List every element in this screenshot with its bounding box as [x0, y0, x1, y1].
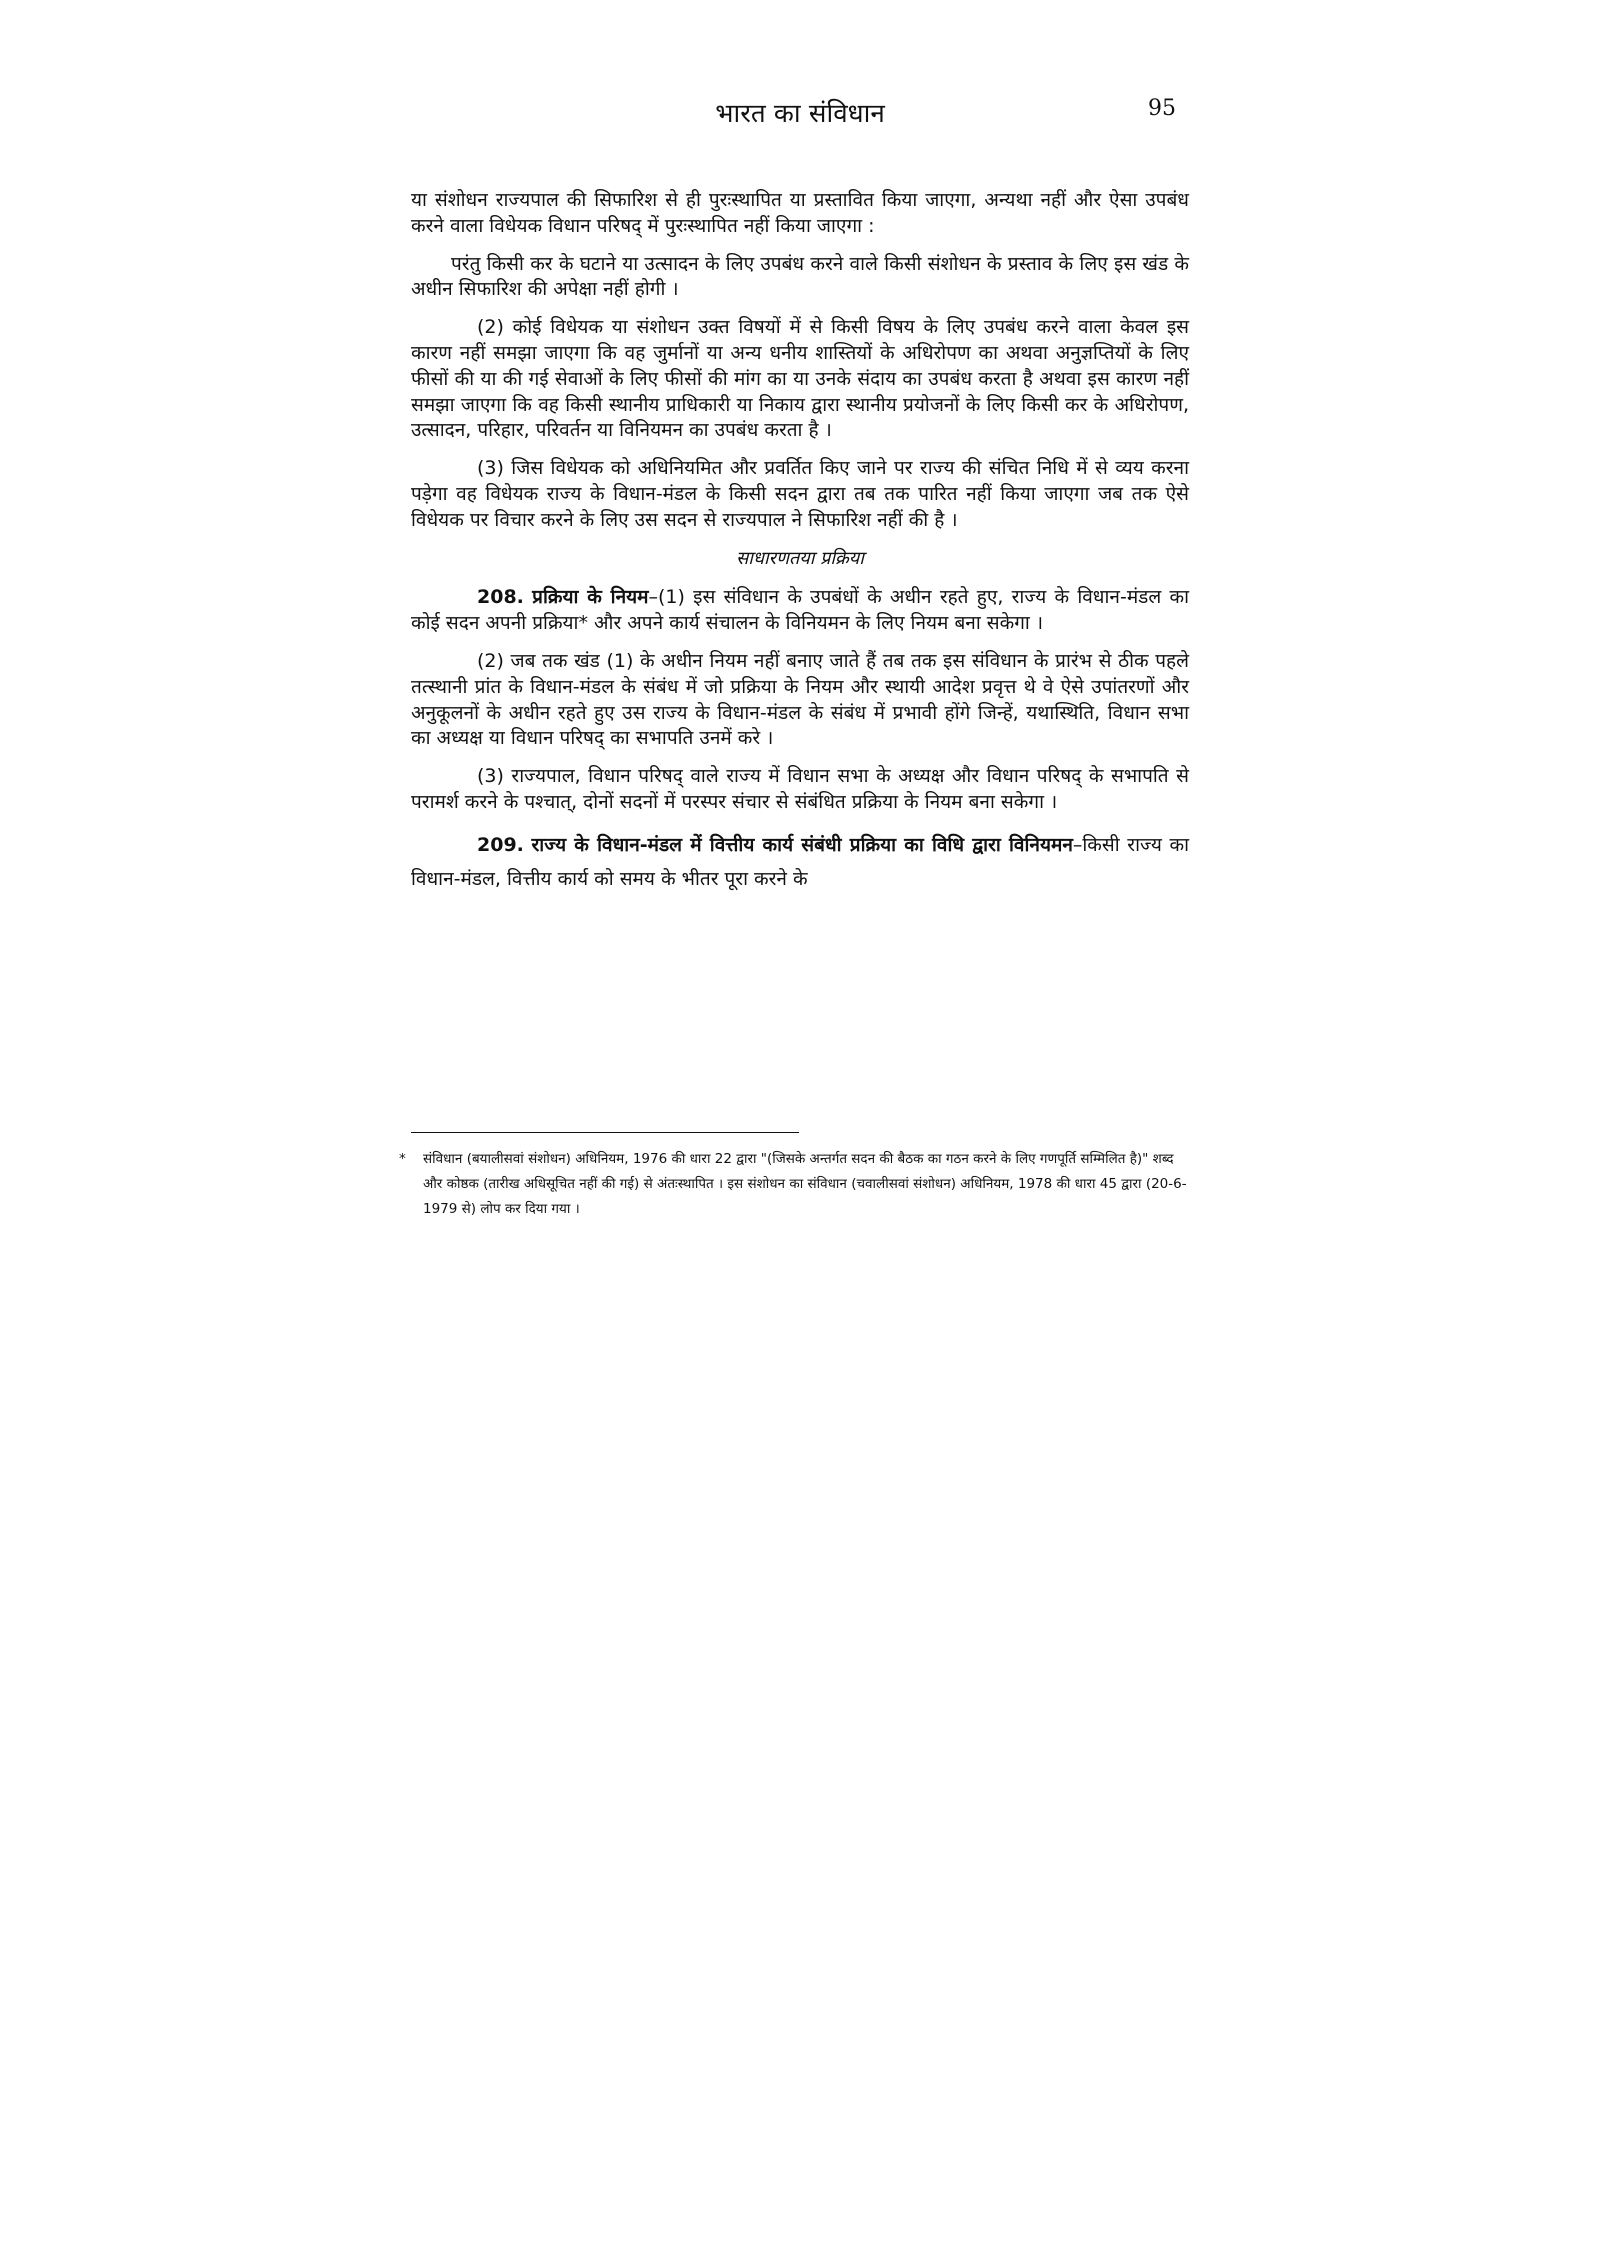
page-header-title: भारत का संविधान	[715, 99, 885, 129]
paragraph-clause-3: (3) जिस विधेयक को अधिनियमित और प्रवर्तित किए जाने पर राज्य की संचित निधि में से व्यय करना पड़ेगा वह विधेयक राज्य के विधान-मंडल के किसी सदन द्वारा तब तक पारित नहीं किया जाएगा जब तक ऐसे विधेयक पर विचार करने के लिए उस सदन से राज्यपाल ने सिफारिश नहीं की है ।	[411, 457, 1189, 531]
paragraph-208-clause-2: (2) जब तक खंड (1) के अधीन नियम नहीं बनाए जाते हैं तब तक इस संविधान के प्रारंभ से ठीक पहले तत्स्थानी प्रांत के विधान-मंडल के संबंध में जो प्रक्रिया के नियम और स्थायी आदेश प्रवृत्त थे वे ऐसे उपांतरणों और अनुकूलनों के अधीन रहते हुए उस राज्य के विधान-मंडल के संबंध में प्रभावी होंगे जिन्हें, यथास्थिति, विधान सभा का अध्यक्ष या विधान परिषद् का सभापति उनमें करे ।	[411, 649, 1189, 750]
article-209-title: राज्य के विधान-मंडल में वित्तीय कार्य संबंधी प्रक्रिया का विधि द्वारा विनियमन	[531, 833, 1073, 856]
footnote-entry	[399, 1147, 1189, 1222]
page-number: 95	[1148, 96, 1176, 121]
body-content	[411, 188, 1189, 908]
paragraph-proviso: परंतु किसी कर के घटाने या उत्सादन के लिए उपबंध करने वाले किसी संशोधन के प्रस्ताव के लिए इस खंड के अधीन सिफारिश की अपेक्षा नहीं होगी ।	[411, 252, 1189, 301]
paragraph-clause-2: (2) कोई विधेयक या संशोधन उक्त विषयों में से किसी विषय के लिए उपबंध करने वाला केवल इस कारण नहीं समझा जाएगा कि वह जुर्मानों या अन्य धनीय शास्तियों के अधिरोपण का अथवा अनुज्ञप्तियों के लिए फीसों की या की गई सेवाओं के लिए फीसों की मांग का या उनके संदाय का उपबंध करता है अथवा इस कारण नहीं समझा जाएगा कि वह किसी स्थानीय प्राधिकारी या निकाय द्वारा स्थानीय प्रयोजनों के लिए किसी कर के अधिरोपण, उत्सादन, परिहार, परिवर्तन या विनियमन का उपबंध करता है ।	[411, 316, 1189, 442]
footnote-divider	[411, 1132, 799, 1133]
article-208-text: –(1) इस संविधान के उपबंधों के अधीन रहते हुए, राज्य के विधान-मंडल का कोई सदन अपनी प्रक्रिया* और अपने कार्य संचालन के विनियमन के लिए नियम बना सकेगा ।	[411, 586, 1189, 635]
article-208	[411, 585, 1189, 637]
footnote-marker: *	[399, 1151, 406, 1167]
footnote	[399, 1147, 1189, 1222]
article-208-title: प्रक्रिया के नियम	[532, 586, 649, 609]
article-209	[411, 828, 1189, 896]
article-208-number: 208.	[477, 586, 524, 609]
paragraph-continuation: या संशोधन राज्यपाल की सिफारिश से ही पुरःस्थापित या प्रस्तावित किया जाएगा, अन्यथा नहीं और ऐसा उपबंध करने वाला विधेयक विधान परिषद् में पुरःस्थापित नहीं किया जाएगा :	[411, 189, 1189, 237]
paragraph-208-clause-3: (3) राज्यपाल, विधान परिषद् वाले राज्य में विधान सभा के अध्यक्ष और विधान परिषद् के सभापति से परामर्श करने के पश्चात्, दोनों सदनों में परस्पर संचार से संबंधित प्रक्रिया के नियम बना सकेगा ।	[411, 765, 1189, 813]
section-heading: साधारणतया प्रक्रिया	[736, 547, 864, 569]
article-209-text: –किसी राज्य का विधान-मंडल, वित्तीय कार्य को समय के भीतर पूरा करने के	[411, 833, 1190, 890]
footnote-text: संविधान (बयालीसवां संशोधन) अधिनियम, 1976 की धारा 22 द्वारा "(जिसके अन्तर्गत सदन की बैठक का गठन करने के लिए गणपूर्ति सम्मिलित है)" शब्द और कोष्ठक (तारीख अधिसूचित नहीं की गई) से अंतःस्थापित । इस संशोधन का संविधान (चवालीसवां संशोधन) अधिनियम, 1978 की धारा 45 द्वारा (20-6-1979 से) लोप कर दिया गया ।	[423, 1151, 1187, 1217]
article-209-number: 209.	[477, 833, 524, 856]
